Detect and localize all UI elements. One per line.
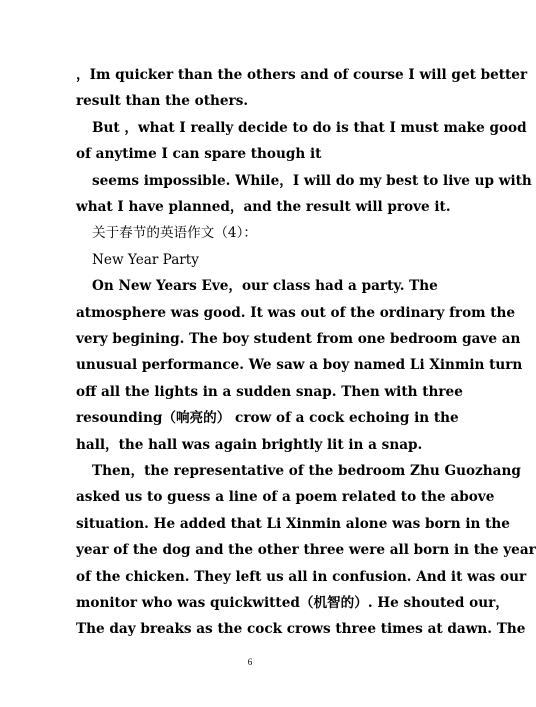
text-line: of anytime I can spare though it — [76, 146, 322, 162]
text-line: what I have planned，and the result will prove it. — [76, 199, 451, 215]
text-line: But ，what I really decide to do is that I must make good — [92, 120, 527, 136]
text-line: monitor who was quickwitted（机智的）. He shouted our， — [76, 595, 509, 611]
text-line: year of the dog and the other three were all born in the year — [76, 542, 536, 558]
text-line: atmosphere was good. It was out of the ordinary from the — [76, 305, 516, 321]
text-line: result than the others. — [76, 93, 249, 109]
text-line: ，Im quicker than the others and of course I will get better — [76, 67, 528, 83]
page-number: 6 — [247, 657, 253, 667]
text-line: Then，the representative of the bedroom Zhu Guozhang — [92, 463, 521, 479]
section-heading: 关于春节的英语作文（4）： — [92, 225, 257, 241]
text-line: unusual performance. We saw a boy named Li Xinmin turn — [76, 357, 523, 373]
text-line: hall，the hall was again brightly lit in a snap. — [76, 437, 423, 453]
text-line: The day breaks as the cock crows three times at dawn. The — [76, 621, 526, 637]
text-line: off all the lights in a sudden snap. Then with three — [76, 384, 463, 400]
text-line: very begining. The boy student from one bedroom gave an — [76, 331, 521, 347]
text-line: On New Years Eve，our class had a party. The — [92, 278, 438, 294]
essay-title: New Year Party — [92, 252, 199, 268]
text-line: seems impossible. While，I will do my best to live up with — [92, 173, 532, 189]
text-line: of the chicken. They left us all in confusion. And it was our — [76, 569, 527, 585]
text-line: situation. He added that Li Xinmin alone was born in the — [76, 516, 510, 532]
text-line: asked us to guess a line of a poem related to the above — [76, 489, 495, 505]
text-line: resounding（响亮的） crow of a cock echoing in the — [76, 410, 459, 426]
